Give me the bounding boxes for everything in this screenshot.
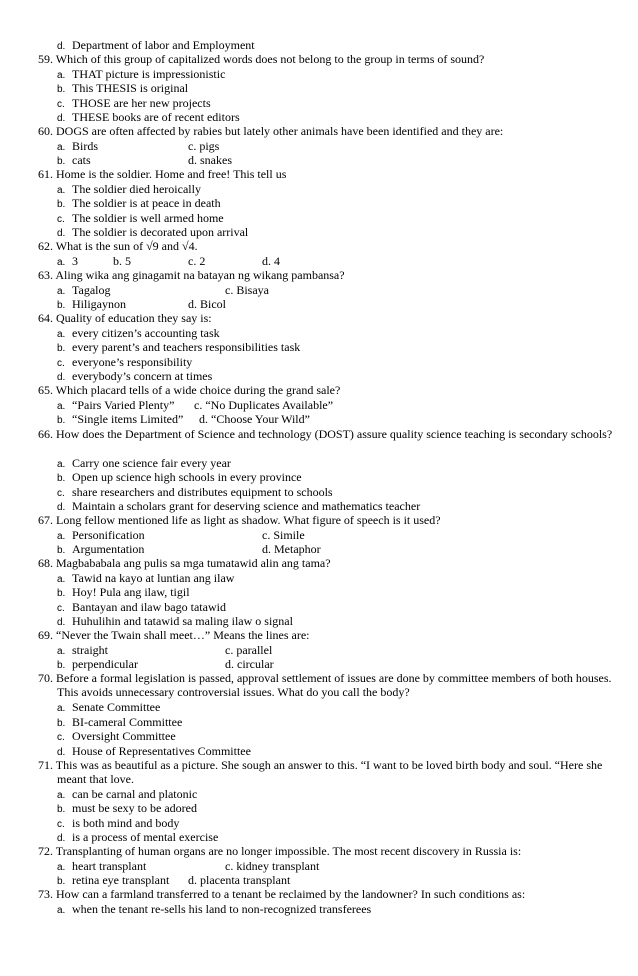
option-66-d: d. Maintain a scholars grant for deserving science and mathematics teacher [57,499,421,513]
option-69-b: b. perpendicular [57,657,138,671]
question-70: 70. Before a formal legislation is passed, approval settlement of issues are done by committee members of both houses. This avoids unnecessary controversial issues. What do you call the body? [38,671,612,700]
option-63-c: c. Bisaya [225,283,269,297]
option-65-a: a. “Pairs Varied Plenty” [57,398,175,412]
option-60-b: b. cats [57,153,91,167]
option-71-c: c. is both mind and body [57,816,180,830]
option-64-d: d. everybody’s concern at times [57,369,213,383]
option-70-c: c. Oversight Committee [57,729,176,743]
option-68-a: a. Tawid na kayo at luntian ang ilaw [57,571,235,585]
question-59: 59. Which of this group of capitalized words does not belong to the group in terms of sound? [38,52,485,66]
option-71-d: d. is a process of mental exercise [57,830,219,844]
option-67-c: c. Simile [262,528,305,542]
option-62-a: a. 3 [57,254,78,268]
option-61-c: c. The soldier is well armed home [57,211,224,225]
option-68-d: d. Huhulihin and tatawid sa maling ilaw o signal [57,614,293,628]
question-62: 62. What is the sun of √9 and √4. [38,239,198,253]
option-70-d: d. House of Representatives Committee [57,744,251,758]
option-61-b: b. The soldier is at peace in death [57,196,221,210]
option-72-c: c. kidney transplant [225,859,320,873]
option-60-d: d. snakes [188,153,232,167]
option-59-b: b. This THESIS is original [57,81,189,95]
option-72-d: d. placenta transplant [188,873,291,887]
option-72-a: a. heart transplant [57,859,147,873]
option-68-c: c. Bantayan and ilaw bago tatawid [57,600,226,614]
option-61-a: a. The soldier died heroically [57,182,201,196]
option-73-a: a. when the tenant re-sells his land to non-recognized transferees [57,902,372,916]
option-65-d: d. “Choose Your Wild” [199,412,310,426]
option-62-c: c. 2 [188,254,206,268]
question-63: 63. Aling wika ang ginagamit na batayan ng wikang pambansa? [38,268,345,282]
question-73: 73. How can a farmland transferred to a tenant be reclaimed by the landowner? In such conditions as: [38,887,526,901]
option-71-b: b. must be sexy to be adored [57,801,197,815]
option-64-a: a. every citizen’s accounting task [57,326,220,340]
option-65-c: c. “No Duplicates Available” [194,398,334,412]
option-71-a: a. can be carnal and platonic [57,787,198,801]
question-64: 64. Quality of education they say is: [38,311,212,325]
option-62-b: b. 5 [113,254,131,268]
option-68-b: b. Hoy! Pula ang ilaw, tigil [57,585,190,599]
option-72-b: b. retina eye transplant [57,873,170,887]
option-69-d: d. circular [225,657,274,671]
option-63-d: d. Bicol [188,297,226,311]
option-60-a: a. Birds [57,139,99,153]
option-69-c: c. parallel [225,643,273,657]
option-64-c: c. everyone’s responsibility [57,355,193,369]
option-62-d: d. 4 [262,254,280,268]
option-67-b: b. Argumentation [57,542,145,556]
question-68: 68. Magbababala ang pulis sa mga tumatawid alin ang tama? [38,556,331,570]
option-64-b: b. every parent’s and teachers responsibilities task [57,340,301,354]
option-59-d: d. THESE books are of recent editors [57,110,240,124]
option-58-d: d. Department of labor and Employment [57,38,255,52]
option-59-a: a. THAT picture is impressionistic [57,67,226,81]
option-63-a: a. Tagalog [57,283,111,297]
option-60-c: c. pigs [188,139,220,153]
option-66-a: a. Carry one science fair every year [57,456,231,470]
question-61: 61. Home is the soldier. Home and free! This tell us [38,167,287,181]
option-66-c: c. share researchers and distributes equipment to schools [57,485,333,499]
option-61-d: d. The soldier is decorated upon arrival [57,225,249,239]
option-59-c: c. THOSE are her new projects [57,96,211,110]
option-69-a: a. straight [57,643,108,657]
option-65-b: b. “Single items Limited” [57,412,184,426]
option-63-b: b. Hiligaynon [57,297,126,311]
option-67-a: a. Personification [57,528,145,542]
option-70-a: a. Senate Committee [57,700,161,714]
option-67-d: d. Metaphor [262,542,321,556]
question-72: 72. Transplanting of human organs are no longer impossible. The most recent discovery in Russia is: [38,844,522,858]
option-70-b: b. BI-cameral Committee [57,715,183,729]
option-66-b: b. Open up science high schools in every province [57,470,302,484]
question-67: 67. Long fellow mentioned life as light as shadow. What figure of speech is it used? [38,513,441,527]
question-65: 65. Which placard tells of a wide choice during the grand sale? [38,383,341,397]
question-69: 69. “Never the Twain shall meet…” Means the lines are: [38,628,310,642]
question-71: 71. This was as beautiful as a picture. She sough an answer to this. “I want to be loved birth body and soul. “Here she meant that love. [38,758,603,787]
question-66: 66. How does the Department of Science and technology (DOST) assure quality science teaching is secondary schools? [38,427,613,441]
question-60: 60. DOGS are often affected by rabies but lately other animals have been identified and they are: [38,124,504,138]
